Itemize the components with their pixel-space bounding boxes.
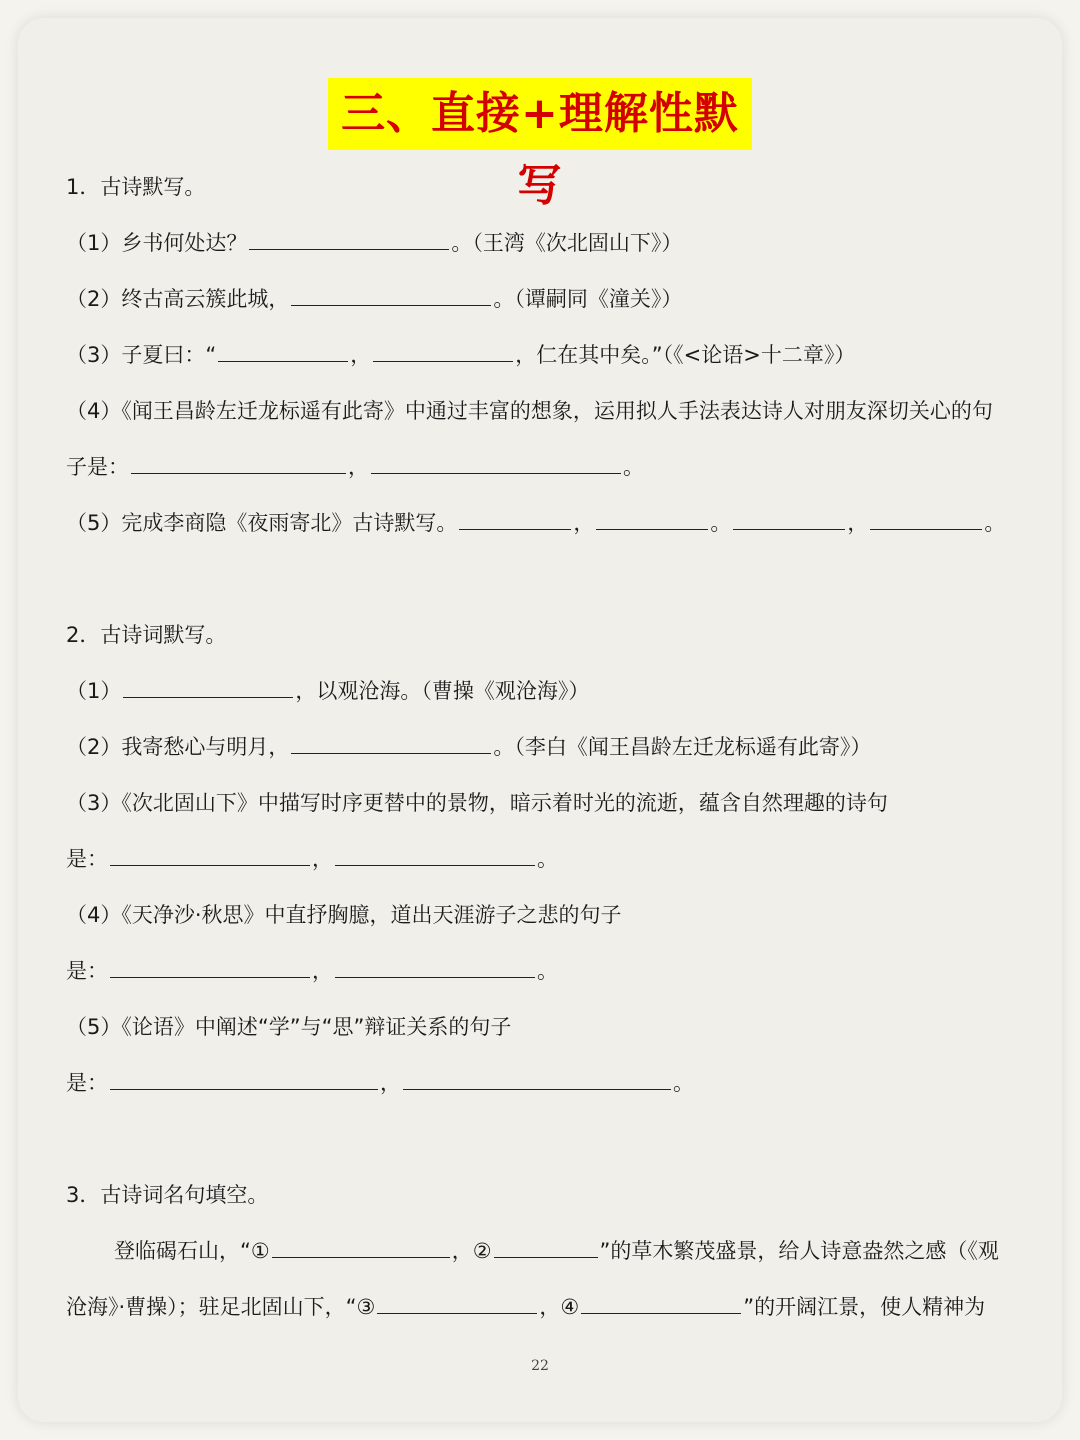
answer-blank[interactable] — [110, 845, 310, 866]
answer-blank[interactable] — [291, 733, 491, 754]
q3-paragraph-line-1: 登临碣石山，“① ，② ”的草木繁茂盛景，给人诗意盎然之感（《观 — [114, 1239, 999, 1263]
q3-paragraph-line-2: 沧海》·曹操）；驻足北固山下，“③ ，④ ”的开阔江景，使人精神为 — [66, 1295, 986, 1319]
answer-blank[interactable] — [403, 1069, 671, 1090]
answer-blank[interactable] — [733, 509, 845, 530]
answer-blank[interactable] — [596, 509, 708, 530]
q1-item-4: （4）《闻王昌龄左迁龙标遥有此寄》中通过丰富的想象，运用拟人手法表达诗人对朋友深切关心的句 — [66, 399, 993, 423]
answer-blank[interactable] — [581, 1293, 741, 1314]
q2-heading: 2．古诗词默写。 — [66, 623, 227, 647]
answer-blank[interactable] — [272, 1237, 450, 1258]
page-number: 22 — [531, 1358, 549, 1374]
answer-blank[interactable] — [335, 845, 535, 866]
q1-item-1: （1）乡书何处达？ 。（王湾《次北固山下》） — [66, 231, 683, 255]
q1-item-2: （2）终古高云簇此城， 。（谭嗣同《潼关》） — [66, 287, 683, 311]
answer-blank[interactable] — [110, 1069, 378, 1090]
q2-item-4: （4）《天净沙·秋思》中直抒胸臆，道出天涯游子之悲的句子 — [66, 903, 622, 927]
answer-blank[interactable] — [371, 453, 621, 474]
answer-blank[interactable] — [335, 957, 535, 978]
q2-item-2: （2）我寄愁心与明月， 。（李白《闻王昌龄左迁龙标遥有此寄》） — [66, 735, 872, 759]
q3-heading: 3．古诗词名句填空。 — [66, 1183, 269, 1207]
q2-item-3-answer: 是： ， 。 — [66, 847, 558, 871]
q2-item-3: （3）《次北固山下》中描写时序更替中的景物，暗示着时光的流逝，蕴含自然理趣的诗句 — [66, 791, 888, 815]
q1-heading: 1．古诗默写。 — [66, 175, 206, 199]
q1-item-3: （3）子夏曰：“ ， ，仁在其中矣。”（《<论语>十二章》） — [66, 343, 856, 367]
answer-blank[interactable] — [218, 341, 348, 362]
q1-item-4-answer: 子是： ， 。 — [66, 455, 644, 479]
section-title: 三、直接+理解性默写 — [328, 78, 752, 150]
answer-blank[interactable] — [291, 285, 491, 306]
answer-blank[interactable] — [131, 453, 346, 474]
q2-item-5: （5）《论语》中阐述“学”与“思”辩证关系的句子 — [66, 1015, 512, 1039]
answer-blank[interactable] — [373, 341, 513, 362]
answer-blank[interactable] — [494, 1237, 598, 1258]
answer-blank[interactable] — [123, 677, 293, 698]
q2-item-4-answer: 是： ， 。 — [66, 959, 558, 983]
q2-item-5-answer: 是： ， 。 — [66, 1071, 694, 1095]
answer-blank[interactable] — [110, 957, 310, 978]
answer-blank[interactable] — [459, 509, 571, 530]
answer-blank[interactable] — [870, 509, 982, 530]
answer-blank[interactable] — [377, 1293, 537, 1314]
q2-item-1: （1） ，以观沧海。（曹操《观沧海》） — [66, 679, 590, 703]
answer-blank[interactable] — [249, 229, 449, 250]
q1-item-5: （5）完成李商隐《夜雨寄北》古诗默写。 ， 。 ， 。 — [66, 511, 1006, 535]
